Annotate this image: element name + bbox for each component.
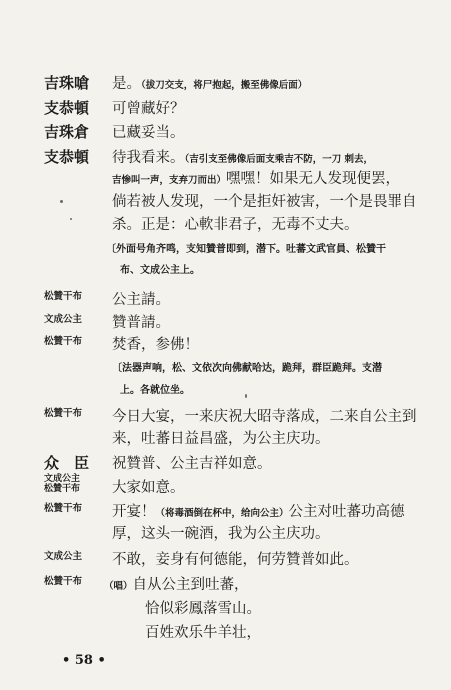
stage-direction: （唱）: [104, 581, 133, 592]
dialogue-text: [112, 72, 307, 93]
speaker-name: 文成公主: [44, 314, 83, 325]
spoken-text: 今日大宴，一来庆祝大昭寺落成，二来自公主到: [112, 409, 417, 425]
speaker-name: 众 臣: [44, 454, 90, 472]
stage-direction: 上。各就位坐。: [120, 385, 190, 396]
spoken-text: 待我看来。: [112, 150, 185, 166]
spoken-text: 恰似彩鳳落雪山。: [145, 601, 261, 617]
stage-direction: （吉引支至佛像后面支乘吉不防，一刀 刺去，: [184, 154, 374, 165]
speaker-name: 吉珠嗆: [44, 74, 90, 92]
spoken-text: 自从公主到吐蕃，: [132, 577, 249, 593]
stage-direction: （将毒酒倒在杯中，给向公主）: [155, 508, 289, 519]
spoken-text: 厚，这头一碗酒，我为公主庆功。: [112, 526, 330, 542]
spoken-text: 开宴！: [112, 504, 156, 520]
stage-direction: 〔外面号角齐鸣，支知贊普即到，潜下。吐蕃文武官員、松贊干: [106, 244, 386, 255]
stage-direction: 吉惨叫一声，支弃刀而出）: [112, 175, 227, 186]
dialogue-text: [112, 146, 373, 167]
scan-speck: [60, 200, 63, 203]
dialogue-text: [112, 500, 405, 521]
stage-direction: 布、文成公主上。: [120, 265, 200, 276]
spoken-text: 祝贊普、公主吉祥如意。: [112, 456, 272, 472]
spoken-text: 公主对吐蕃功高德: [288, 504, 405, 520]
spoken-text: 焚香，参佛！: [112, 337, 199, 353]
spoken-text: 百姓欢乐牛羊壮，: [145, 625, 261, 641]
speaker-name: 文成公主: [44, 551, 83, 562]
spoken-text: 杀。正是：心軟非君子，无毒不丈夫。: [112, 217, 359, 233]
spoken-text: 不敢，妾身有何德能，何劳贊普如此。: [112, 552, 359, 568]
spoken-text: 大家如意。: [112, 480, 185, 496]
spoken-text: 已藏妥当。: [112, 125, 185, 141]
spoken-text: 可曾藏好？: [112, 101, 185, 117]
page-number: • 58 •: [62, 653, 106, 668]
speaker-name: 松贊干布: [44, 503, 83, 514]
spoken-text: 嘿嘿！如果无人发现便罢，: [226, 171, 401, 187]
dialogue-text: [104, 573, 249, 594]
speaker-name: 松贊干布: [44, 336, 83, 347]
scan-speck: [245, 394, 247, 398]
speaker-name: 松贊干布: [44, 291, 83, 302]
spoken-text: 来，吐蕃日益昌盛，为公主庆功。: [112, 431, 330, 447]
stage-direction: （拔刀交支，将尸抱起，搬至佛像后面）: [141, 80, 308, 91]
speaker-name: 松贊干布: [44, 408, 83, 419]
spoken-text: 贊普請。: [112, 315, 170, 331]
speaker-name: 吉珠倉: [44, 123, 90, 141]
speaker-name: 支恭頓: [44, 99, 90, 117]
spoken-text: 是。: [112, 76, 141, 92]
scan-speck: [70, 218, 72, 220]
dialogue-text: [112, 167, 400, 188]
speaker-name: 松贊干布: [44, 576, 83, 587]
stage-direction: 〔法器声响，松、文依次向佛献哈达，跪拜，群臣跪拜。支潜: [112, 363, 382, 374]
speaker-name: 支恭頓: [44, 148, 90, 166]
spoken-text: 公主請。: [112, 292, 170, 308]
spoken-text: 倘若被人发现，一个是拒奸被害，一个是畏罪自: [112, 194, 417, 210]
speaker-name: 文成公主 松贊干布: [44, 474, 81, 494]
